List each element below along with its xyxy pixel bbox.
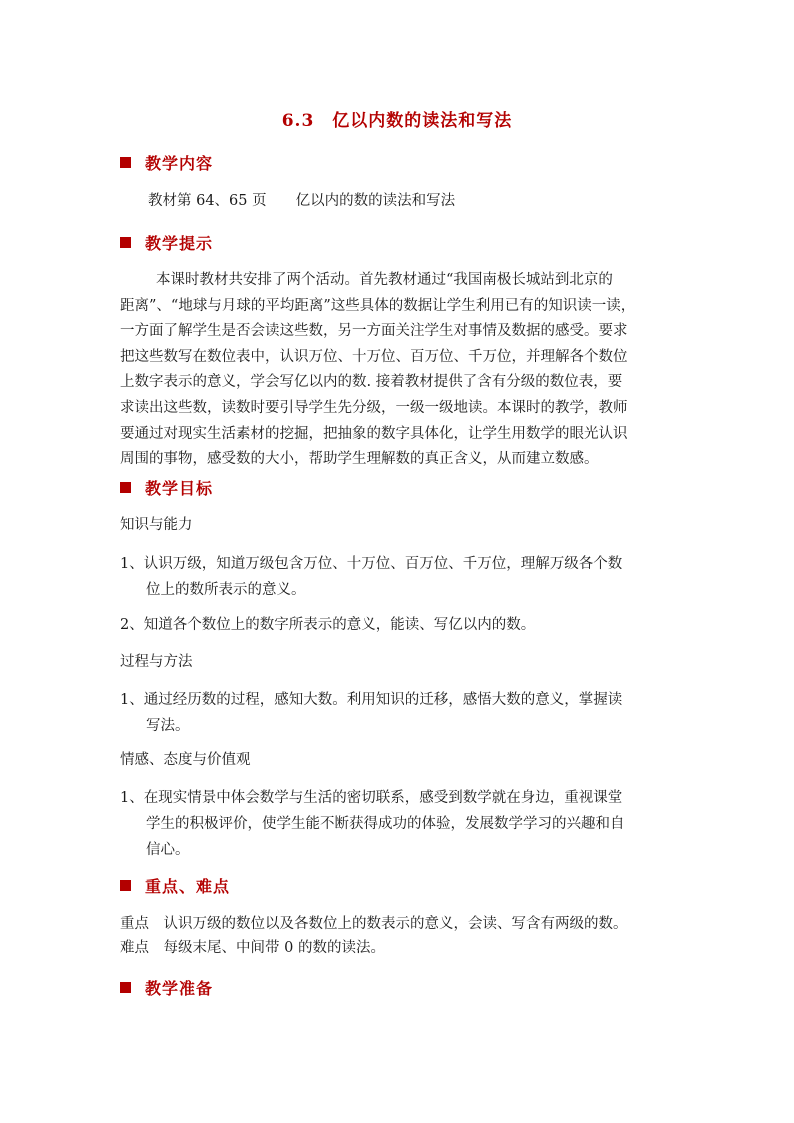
paragraph-line: 要通过对现实生活素材的挖掘，把抽象的数字具体化，让学生用数学的眼光认识 [120, 425, 628, 442]
paragraph-line: 求读出这些数，读数时要引导学生先分级，一级一级地读。本课时的教学，教师 [120, 399, 628, 416]
section-heading-key [120, 873, 230, 897]
paragraph-line: 上数字表示的意义，学会写亿以内的数. 接着教材提供了含有分级的数位表，要 [120, 374, 623, 391]
square-bullet-icon [120, 482, 131, 493]
list-item [120, 687, 690, 739]
section-heading-goals [120, 475, 213, 499]
paragraph-line: 周围的事物，感受数的大小，帮助学生理解数的真正含义，从而建立数感。 [120, 451, 599, 468]
item-line: 2、知道各个数位上的数字所表示的意义，能读、写亿以内的数。 [120, 617, 536, 633]
section-heading-text: 教学提示 [145, 233, 214, 253]
item-line: 信心。 [146, 842, 190, 858]
section-heading-content [120, 150, 213, 174]
item-line: 学生的积极评价，使学生能不断获得成功的体验，发展数学学习的兴趣和自 [146, 816, 625, 832]
difficulty-point: 难点 每级末尾、中间带 0 的数的读法。 [120, 940, 385, 956]
item-line: 1、通过经历数的过程，感知大数。利用知识的迁移，感悟大数的意义，掌握读 [120, 692, 623, 708]
hint-paragraph [120, 268, 680, 473]
section-heading-text: 重点、难点 [145, 876, 231, 896]
square-bullet-icon [120, 157, 131, 168]
item-line: 写法。 [146, 718, 190, 734]
section-heading-prep [120, 975, 213, 999]
paragraph-line: 一方面了解学生是否会读这些数，另一方面关注学生对事情及数据的感受。要求 [120, 323, 628, 340]
list-item [120, 785, 690, 863]
section-heading-text: 教学内容 [145, 153, 214, 173]
item-line: 1、在现实情景中体会数学与生活的密切联系，感受到数学就在身边，重视课堂 [120, 790, 623, 806]
knowledge-label: 知识与能力 [120, 517, 193, 533]
item-line: 位上的数所表示的意义。 [146, 582, 306, 598]
paragraph-line: 距离”、“地球与月球的平均距离”这些具体的数据让学生利用已有的知识读一读， [120, 297, 636, 314]
square-bullet-icon [120, 237, 131, 248]
item-line: 1、认识万级，知道万级包含万位、十万位、百万位、千万位，理解万级各个数 [120, 556, 623, 572]
paragraph-line: 把这些数写在数位表中，认识万位、十万位、百万位、千万位，并理解各个数位 [120, 348, 628, 365]
list-item [120, 551, 690, 603]
list-item [120, 612, 690, 638]
section-heading-text: 教学目标 [145, 478, 214, 498]
square-bullet-icon [120, 982, 131, 993]
section-heading-text: 教学准备 [145, 978, 214, 998]
emotion-label: 情感、态度与价值观 [120, 752, 251, 768]
process-label: 过程与方法 [120, 654, 193, 670]
key-point: 重点 认识万级的数位以及各数位上的数表示的意义，会读、写含有两级的数。 [120, 916, 628, 932]
section-heading-hint [120, 230, 213, 254]
square-bullet-icon [120, 880, 131, 891]
content-text: 教材第 64、65 页 亿以内的数的读法和写法 [148, 193, 456, 209]
page-title: 6.3 亿以内数的读法和写法 [281, 111, 513, 131]
paragraph-line: 本课时教材共安排了两个活动。首先教材通过“我国南极长城站到北京的 [156, 272, 613, 288]
